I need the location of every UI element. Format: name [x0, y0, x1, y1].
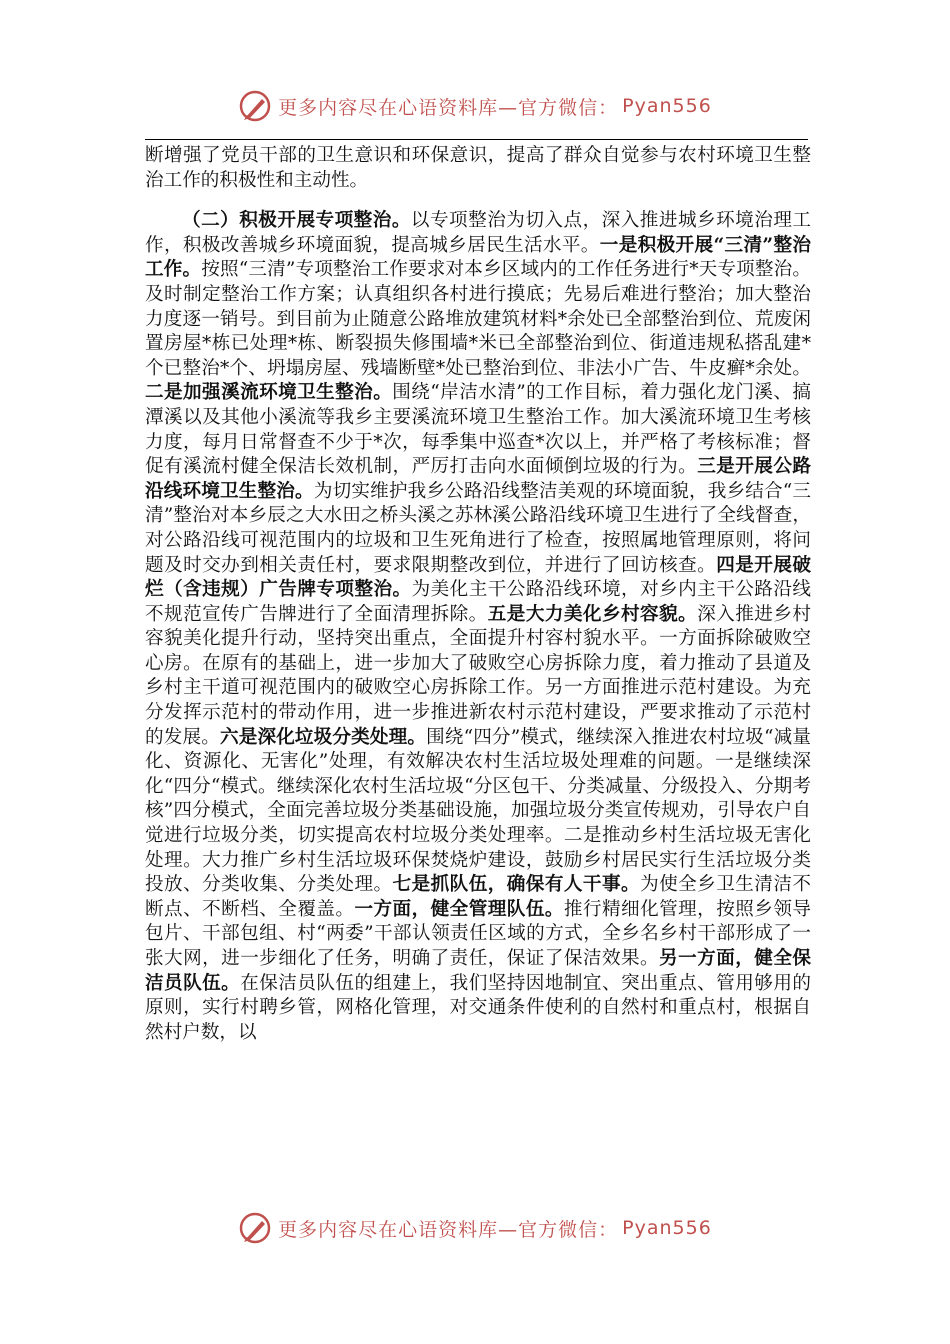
item-heading-3: 三是开展公路沿线环境卫生整治。	[145, 456, 811, 502]
document-body	[145, 144, 811, 1045]
text-run: 为美化主干公路沿线环境，对乡内主干公路沿线不规范宣传广告牌进行了全面清理拆除。	[145, 579, 811, 625]
header-wechat-id: Pyan556	[622, 95, 712, 117]
item-heading-6: 六是深化垃圾分类处理。	[219, 726, 427, 748]
text-run: 推行精细化管理，按照乡领导包片、干部包组、村“两委”干部认领责任区域的方式，全乡名乡村干部形成了一张大网，进一步细化了任务，明确了责任，保证了保洁效果。	[145, 898, 811, 969]
item-heading-2: 二是加强溪流环境卫生整治。	[145, 382, 393, 404]
sub-heading-2: 另一方面，健全保洁员队伍。	[145, 948, 811, 994]
text-run: 按照“三清”专项整治工作要求对本乡区域内的工作任务进行*天专项整治。及时制定整治工作方案；认真组织各村进行摸底；先易后难进行整治；加大整治力度逐一销号。到目前为止随意公路堆放建筑材料*余处已全部整治到位、荒废闲置房屋*栋已处理*栋、断裂损失修围墙*米已全部整治到位、街道违规私搭乱建*个已整治*个、坍塌房屋、残墙断壁*处已整治到位、非法小广告、牛皮癣*余处。	[145, 259, 811, 379]
item-heading-7: 七是抓队伍，确保有人干事。	[392, 874, 641, 896]
footer-banner	[0, 1208, 950, 1248]
paragraph-1: 断增强了党员干部的卫生意识和环保意识，提高了群众自觉参与农村环境卫生整治工作的积极性和主动性。	[145, 145, 811, 191]
text-run: 围绕“岸洁水清”的工作目标，着力强化龙门溪、搞潭溪以及其他小溪流等我乡主要溪流环境卫生整治工作。加大溪流环境卫生考核力度，每月日常督查不少于*次，每季集中巡查*次以上，并严格了考核标准；督促有溪流村健全保洁长效机制，严厉打击向水面倾倒垃圾的行为。	[145, 382, 811, 478]
paragraph-2	[145, 209, 811, 1045]
footer-wechat-id: Pyan556	[622, 1217, 712, 1239]
text-run: 为切实维护我乡公路沿线整洁美观的环境面貌，我乡结合“三清”整治对本乡辰之大水田之桥头溪之苏林溪公路沿线环境卫生进行了全线督查，对公路沿线可视范围内的垃圾和卫生死角进行了检查，按照属地管理原则，将问题及时交办到相关责任村，要求限期整改到位，并进行了回访核查。	[145, 480, 811, 576]
header-divider	[145, 139, 808, 140]
text-run: 围绕“四分”模式，继续深入推进农村垃圾“减量化、资源化、无害化”处理，有效解决农村生活垃圾处理难的问题。一是继续深化“四分“模式。继续深化农村生活垃圾“分区包干、分类减量、分级投入、分期考核”四分模式，全面完善垃圾分类基础设施，加强垃圾分类宣传规劝，引导农户自觉进行垃圾分类，切实提高农村垃圾分类处理率。二是推动乡村生活垃圾无害化处理。大力推广乡村生活垃圾环保焚烧炉建设，鼓励乡村居民实行生活垃圾分类投放、分类收集、分类处理。	[145, 726, 811, 896]
section-heading: （二）积极开展专项整治。	[182, 210, 411, 232]
text-run: 在保洁员队伍的组建上，我们坚持因地制宜、突出重点、管用够用的原则，实行村聘乡管，网格化管理，对交通条件使利的自然村和重点村，根据自然村户数，以	[145, 972, 811, 1043]
footer-banner-text: 更多内容尽在心语资料库—官方微信：	[278, 1218, 619, 1241]
text-run: 为使全乡卫生清洁不断点、不断档、全覆盖。	[145, 874, 811, 920]
item-heading-1: 一是积极开展“三清”整治工作。	[145, 234, 811, 281]
pen-logo-icon	[238, 1211, 272, 1245]
text-run: 深入推进乡村容貌美化提升行动，坚持突出重点，全面提升村容村貌水平。一方面拆除破败空心房。在原有的基础上，进一步加大了破败空心房拆除力度，着力推动了县道及乡村主干道可视范围内的破败空心房拆除工作。另一方面推进示范村建设。为充分发挥示范村的带动作用，进一步推进新农村示范村建设，严要求推动了示范村的发展。	[145, 603, 811, 748]
pen-logo-icon	[238, 89, 272, 123]
item-heading-4: 四是开展破烂（含违规）广告牌专项整治。	[145, 554, 811, 601]
header-banner	[0, 86, 950, 126]
item-heading-5: 五是大力美化乡村容貌。	[487, 603, 698, 625]
header-banner-text: 更多内容尽在心语资料库—官方微信：	[278, 96, 619, 119]
text-run: 以专项整治为切入点，深入推进城乡环境治理工作，积极改善城乡环境面貌，提高城乡居民生活水平。	[145, 210, 811, 256]
sub-heading-1: 一方面，健全管理队伍。	[354, 898, 564, 920]
